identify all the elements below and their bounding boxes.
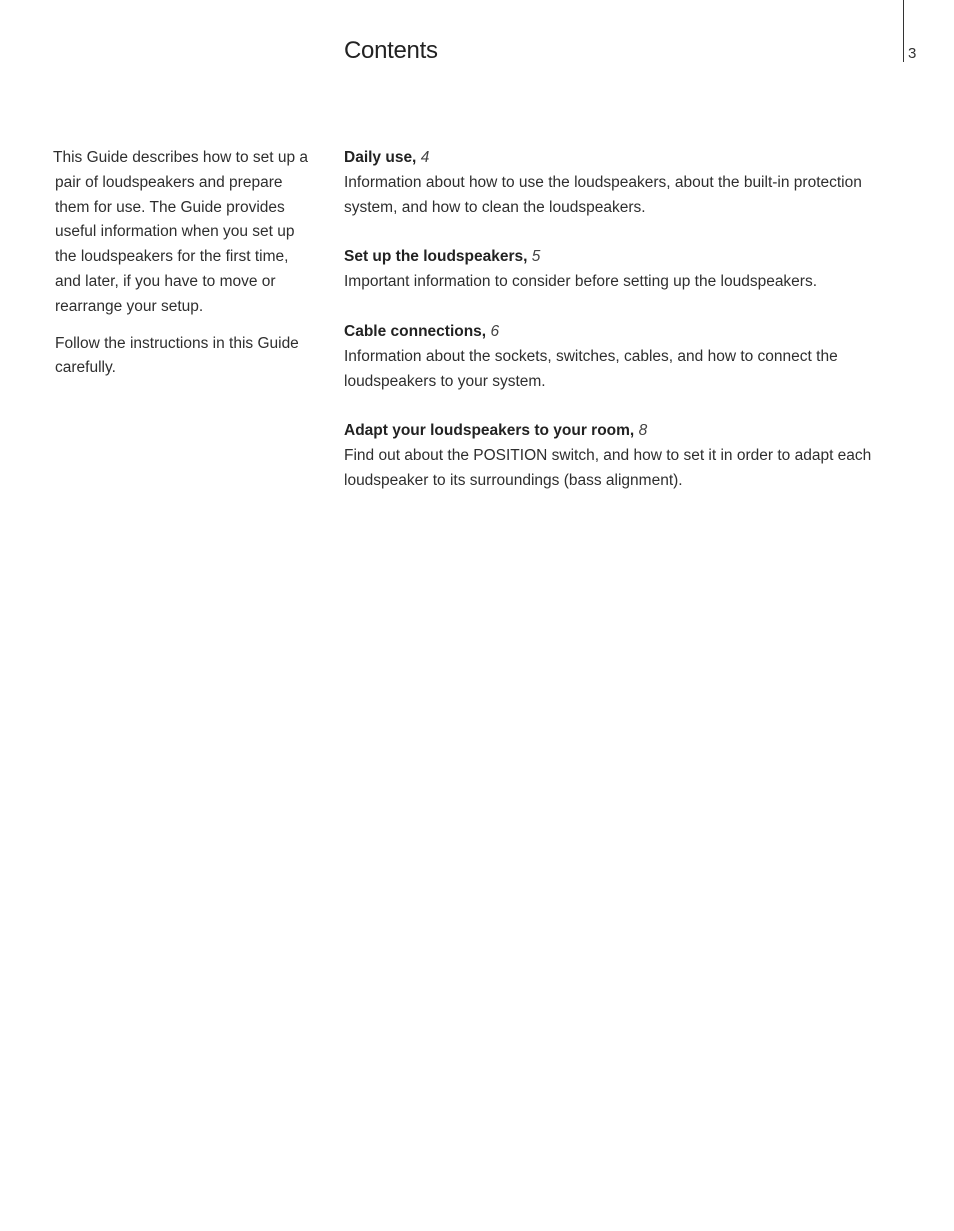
entry-title: Adapt your loudspeakers to your room, [344, 422, 635, 440]
entry-title: Daily use, [344, 149, 417, 166]
contents-list [344, 146, 914, 519]
intro-paragraph: Follow the instructions in this Guide carefully. [55, 334, 299, 377]
contents-entry-daily-use[interactable] [344, 146, 914, 220]
contents-entry-adapt-to-room[interactable] [344, 419, 914, 493]
entry-description: Information about the sockets, switches, cables, and how to connect the loudspeakers to your system. [344, 347, 838, 390]
entry-description: Information about how to use the loudspeakers, about the built-in protection system, and how to clean the loudspeakers. [344, 173, 862, 216]
page-title: Contents [344, 37, 438, 64]
intro-paragraph: This Guide describes how to set up a pair of loudspeakers and prepare them for use. The Guide provides useful information when you set up the loudspeakers for the first time, and later, if you have to move or rearrange your setup. [53, 149, 309, 315]
entry-description: Find out about the POSITION switch, and how to set it in order to adapt each loudspeaker to its surroundings (bass alignment). [344, 447, 872, 489]
entry-heading [344, 146, 914, 171]
page-margin-rule [903, 0, 904, 62]
entry-title: Cable connections, [344, 322, 487, 340]
entry-heading [344, 245, 914, 270]
contents-entry-set-up[interactable] [344, 245, 914, 295]
entry-heading [344, 419, 914, 444]
entry-page-number: 4 [420, 149, 430, 166]
entry-page-number: 6 [490, 322, 500, 340]
entry-description: Important information to consider before setting up the loudspeakers. [344, 273, 818, 291]
intro-column [53, 146, 315, 393]
entry-page-number: 5 [531, 248, 541, 266]
entry-title: Set up the loudspeakers, [344, 248, 528, 266]
entry-page-number: 8 [638, 422, 648, 440]
contents-entry-cable-connections[interactable] [344, 320, 914, 394]
page-number: 3 [908, 45, 917, 62]
entry-heading [344, 320, 914, 345]
